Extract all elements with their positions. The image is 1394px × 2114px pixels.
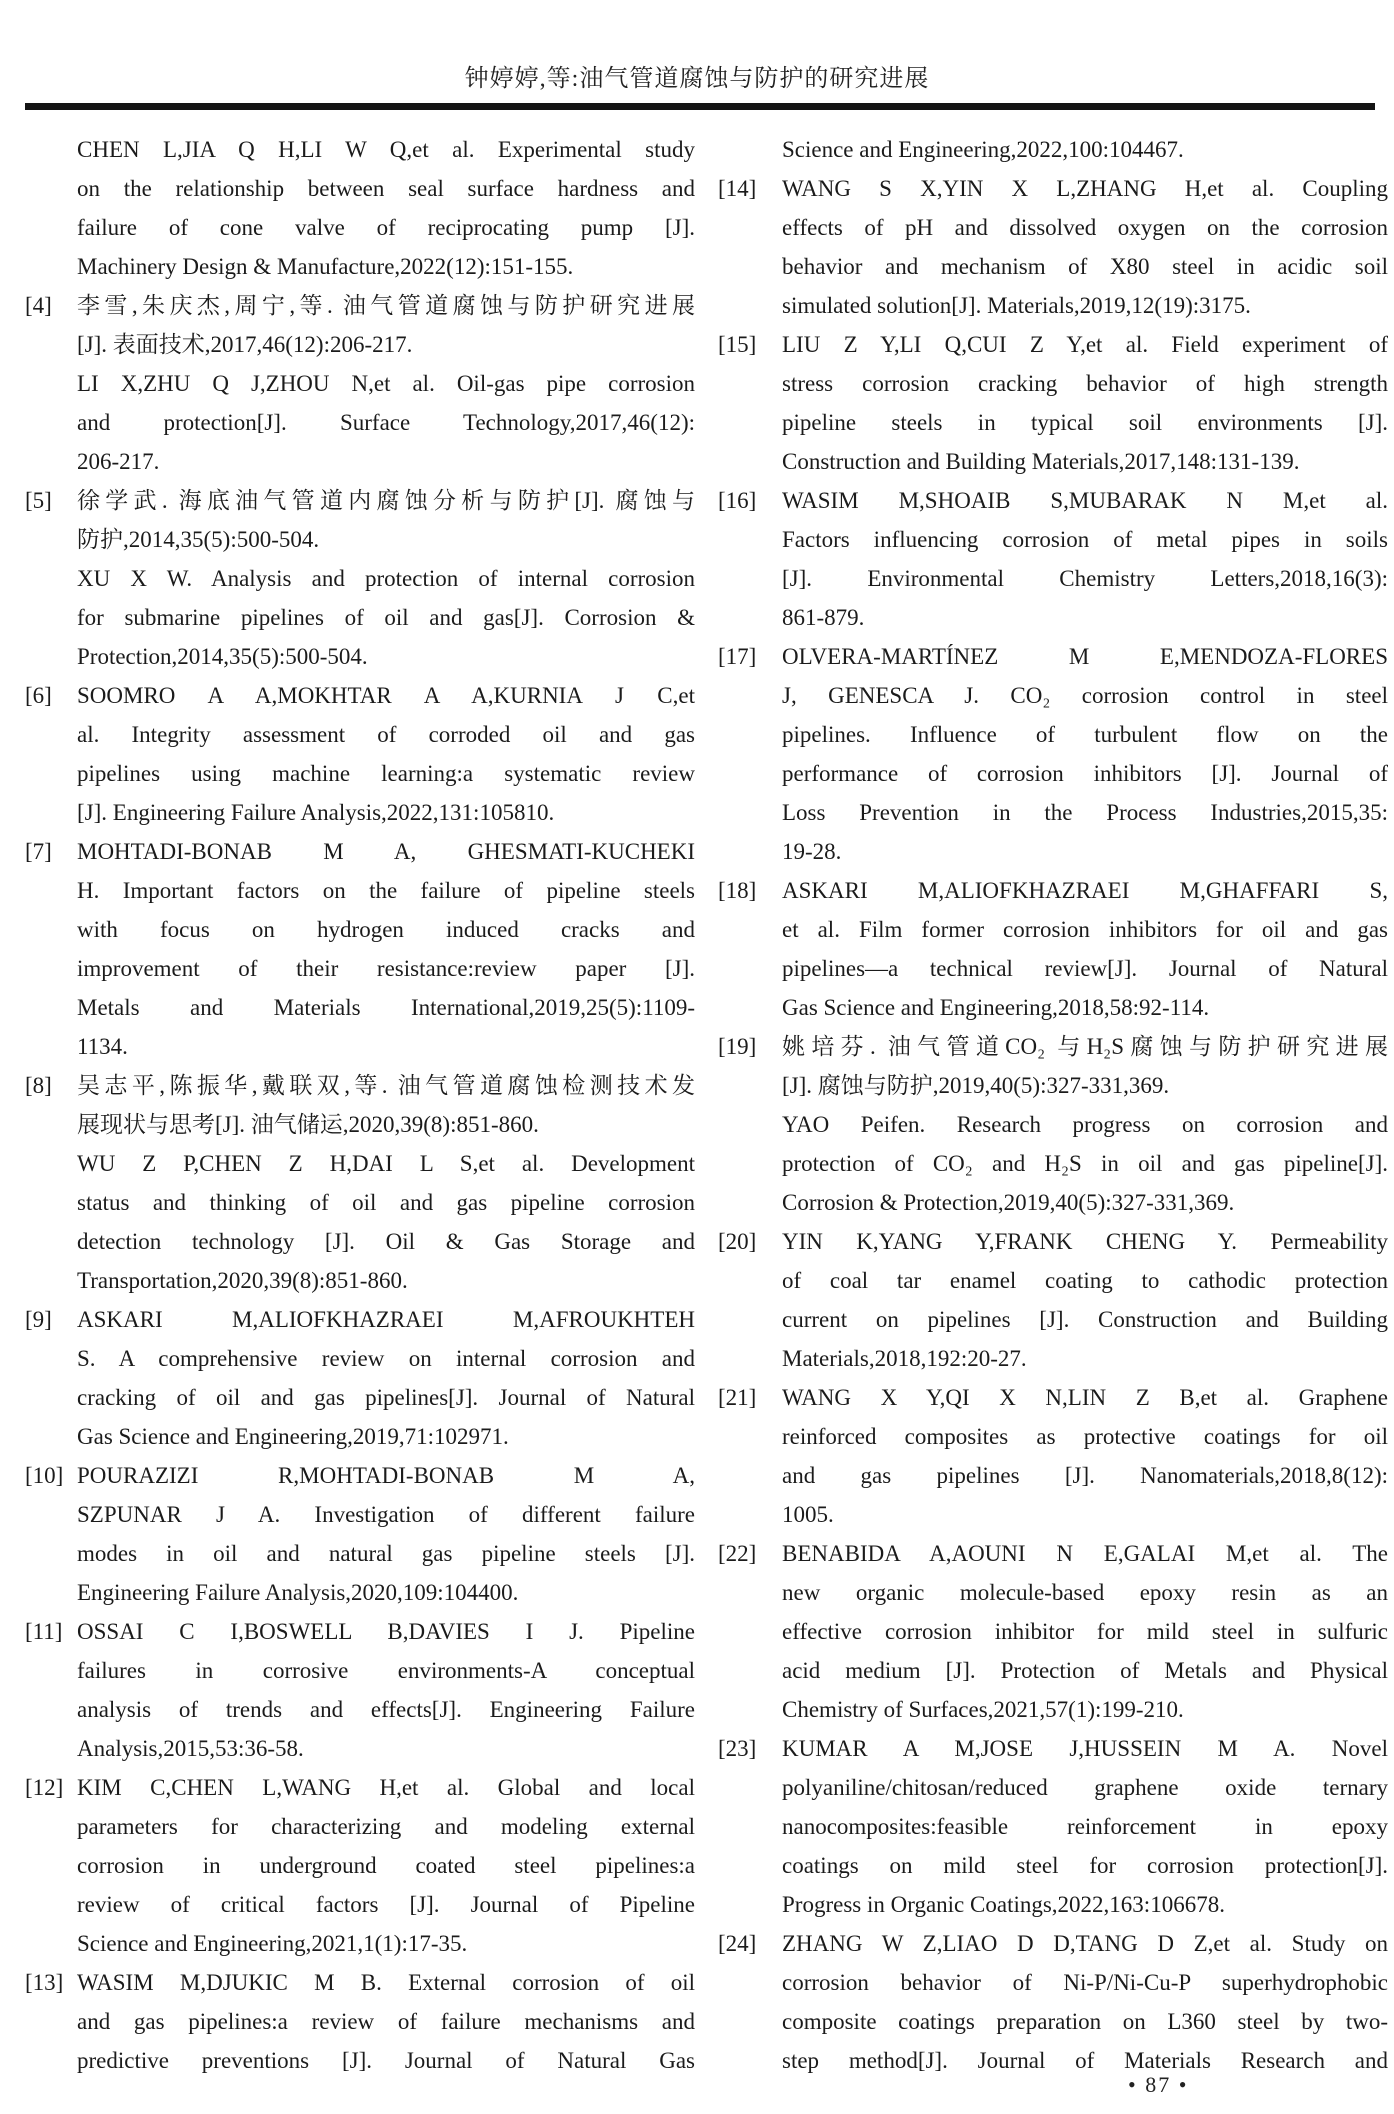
reference-line: POURAZIZI R,MOHTADI-BONAB M A, <box>77 1463 695 1488</box>
reference-line: SZPUNAR J A. Investigation of different failure <box>77 1502 695 1527</box>
reference-entry <box>25 832 695 1066</box>
reference-line: status and thinking of oil and gas pipeline corrosion <box>77 1190 695 1215</box>
reference-line: cracking of oil and gas pipelines[J]. Journal of Natural <box>77 1385 695 1410</box>
reference-entry <box>25 1612 695 1768</box>
reference-line: Engineering Failure Analysis,2020,109:104400. <box>77 1580 519 1605</box>
reference-line: Machinery Design & Manufacture,2022(12):151-155. <box>77 254 574 279</box>
reference-line: of coal tar enamel coating to cathodic protection <box>782 1268 1388 1293</box>
reference-line: improvement of their resistance:review paper [J]. <box>77 956 695 981</box>
reference-line: [J]. 腐蚀与防护,2019,40(5):327-331,369. <box>782 1073 1170 1098</box>
reference-line: Transportation,2020,39(8):851-860. <box>77 1268 408 1293</box>
reference-line: OLVERA-MARTÍNEZ M E,MENDOZA-FLORES <box>782 644 1388 669</box>
reference-line: corrosion in underground coated steel pipelines:a <box>77 1853 695 1878</box>
reference-entry <box>718 1378 1388 1534</box>
reference-line: Corrosion & Protection,2019,40(5):327-331,369. <box>782 1190 1235 1215</box>
reference-entry <box>718 1534 1388 1729</box>
reference-line: 姚培芬. 油气管道CO₂ 与H₂S腐蚀与防护研究进展 <box>782 1034 1388 1059</box>
reference-line: detection technology [J]. Oil & Gas Storage and <box>77 1229 695 1254</box>
reference-entry <box>718 1729 1388 1924</box>
reference-line: Analysis,2015,53:36-58. <box>77 1736 304 1761</box>
reference-line: modes in oil and natural gas pipeline steels [J]. <box>77 1541 695 1566</box>
reference-entry <box>718 637 1388 871</box>
reference-line: simulated solution[J]. Materials,2019,12(19):3175. <box>782 293 1251 318</box>
reference-line: WASIM M,SHOAIB S,MUBARAK N M,et al. <box>782 488 1388 513</box>
reference-number: [19] <box>718 1034 757 1059</box>
reference-line: WANG X Y,QI X N,LIN Z B,et al. Graphene <box>782 1385 1388 1410</box>
reference-line: SOOMRO A A,MOKHTAR A A,KURNIA J C,et <box>77 683 695 708</box>
reference-line: Metals and Materials International,2019,25(5):1109- <box>77 995 695 1020</box>
reference-number: [13] <box>25 1970 64 1995</box>
reference-entry <box>25 481 695 676</box>
reference-number: [17] <box>718 644 757 669</box>
reference-line: composite coatings preparation on L360 steel by two- <box>782 2009 1388 2034</box>
reference-line: predictive preventions [J]. Journal of Natural Gas <box>77 2048 695 2073</box>
reference-line: parameters for characterizing and modeling external <box>77 1814 695 1839</box>
reference-line: 李雪,朱庆杰,周宁,等. 油气管道腐蚀与防护研究进展 <box>77 293 695 318</box>
reference-line: ZHANG W Z,LIAO D D,TANG D Z,et al. Study on <box>782 1931 1388 1956</box>
reference-line: KIM C,CHEN L,WANG H,et al. Global and local <box>77 1775 695 1800</box>
reference-line: failure of cone valve of reciprocating pump [J]. <box>77 215 695 240</box>
reference-line: YIN K,YANG Y,FRANK CHENG Y. Permeability <box>782 1229 1388 1254</box>
reference-line: [J]. Engineering Failure Analysis,2022,131:105810. <box>77 800 555 825</box>
reference-line: Progress in Organic Coatings,2022,163:106678. <box>782 1892 1225 1917</box>
reference-line: Loss Prevention in the Process Industries,2015,35: <box>782 800 1388 825</box>
reference-line: review of critical factors [J]. Journal of Pipeline <box>77 1892 695 1917</box>
reference-line: Factors influencing corrosion of metal pipes in soils <box>782 527 1388 552</box>
reference-line: Gas Science and Engineering,2019,71:102971. <box>77 1424 509 1449</box>
reference-line: al. Integrity assessment of corroded oil and gas <box>77 722 695 747</box>
reference-number: [11] <box>25 1619 63 1644</box>
reference-line: et al. Film former corrosion inhibitors for oil and gas <box>782 917 1388 942</box>
references-left-column <box>25 130 695 2080</box>
reference-entry <box>25 1768 695 1963</box>
reference-line: ASKARI M,ALIOFKHAZRAEI M,AFROUKHTEH <box>77 1307 695 1332</box>
reference-line: 1134. <box>77 1034 128 1059</box>
reference-line: 861-879. <box>782 605 865 630</box>
reference-number: [22] <box>718 1541 757 1566</box>
header-rule <box>25 103 1375 110</box>
reference-number: [12] <box>25 1775 64 1800</box>
reference-line: CHEN L,JIA Q H,LI W Q,et al. Experimental study <box>77 137 695 162</box>
reference-entry <box>25 130 695 286</box>
reference-line: behavior and mechanism of X80 steel in acidic soil <box>782 254 1388 279</box>
reference-number: [24] <box>718 1931 757 1956</box>
reference-line: LI X,ZHU Q J,ZHOU N,et al. Oil-gas pipe corrosion <box>77 371 695 396</box>
reference-line: Science and Engineering,2021,1(1):17-35. <box>77 1931 468 1956</box>
reference-number: [4] <box>25 293 52 318</box>
reference-line: and gas pipelines:a review of failure mechanisms and <box>77 2009 695 2034</box>
reference-line: analysis of trends and effects[J]. Engineering Failure <box>77 1697 695 1722</box>
reference-line: 206-217. <box>77 449 160 474</box>
reference-line: OSSAI C I,BOSWELL B,DAVIES I J. Pipeline <box>77 1619 695 1644</box>
reference-line: and protection[J]. Surface Technology,2017,46(12): <box>77 410 695 435</box>
reference-line: [J]. 表面技术,2017,46(12):206-217. <box>77 332 413 357</box>
reference-number: [8] <box>25 1073 52 1098</box>
reference-number: [6] <box>25 683 52 708</box>
reference-line: pipeline steels in typical soil environments [J]. <box>782 410 1388 435</box>
reference-line: acid medium [J]. Protection of Metals and Physical <box>782 1658 1388 1683</box>
reference-entry <box>718 481 1388 637</box>
reference-line: performance of corrosion inhibitors [J]. Journal of <box>782 761 1388 786</box>
reference-entry <box>25 1456 695 1612</box>
reference-line: on the relationship between seal surface hardness and <box>77 176 695 201</box>
reference-line: effects of pH and dissolved oxygen on the corrosion <box>782 215 1388 240</box>
reference-line: YAO Peifen. Research progress on corrosion and <box>782 1112 1388 1137</box>
reference-line: with focus on hydrogen induced cracks and <box>77 917 695 942</box>
reference-line: Construction and Building Materials,2017,148:131-139. <box>782 449 1300 474</box>
reference-line: LIU Z Y,LI Q,CUI Z Y,et al. Field experiment of <box>782 332 1388 357</box>
reference-line: 防护,2014,35(5):500-504. <box>77 527 320 552</box>
reference-number: [15] <box>718 332 757 357</box>
reference-line: pipelines using machine learning:a systematic review <box>77 761 695 786</box>
reference-number: [7] <box>25 839 52 864</box>
reference-line: 徐学武. 海底油气管道内腐蚀分析与防护[J]. 腐蚀与 <box>77 488 695 513</box>
reference-number: [23] <box>718 1736 757 1761</box>
reference-line: J, GENESCA J. CO₂ corrosion control in steel <box>782 683 1388 708</box>
reference-line: WU Z P,CHEN Z H,DAI L S,et al. Development <box>77 1151 695 1176</box>
reference-line: stress corrosion cracking behavior of high strength <box>782 371 1388 396</box>
reference-line: 展现状与思考[J]. 油气储运,2020,39(8):851-860. <box>77 1112 539 1137</box>
reference-entry <box>718 1027 1388 1222</box>
reference-line: pipelines—a technical review[J]. Journal of Natural <box>782 956 1388 981</box>
reference-line: ASKARI M,ALIOFKHAZRAEI M,GHAFFARI S, <box>782 878 1388 903</box>
reference-number: [21] <box>718 1385 757 1410</box>
reference-line: S. A comprehensive review on internal corrosion and <box>77 1346 695 1371</box>
reference-line: WANG S X,YIN X L,ZHANG H,et al. Coupling <box>782 176 1388 201</box>
reference-line: KUMAR A M,JOSE J,HUSSEIN M A. Novel <box>782 1736 1388 1761</box>
reference-entry <box>25 1300 695 1456</box>
reference-entry <box>718 1222 1388 1378</box>
reference-entry <box>718 130 1388 169</box>
reference-line: Protection,2014,35(5):500-504. <box>77 644 368 669</box>
reference-line: current on pipelines [J]. Construction and Building <box>782 1307 1388 1332</box>
reference-line: [J]. Environmental Chemistry Letters,2018,16(3): <box>782 566 1388 591</box>
reference-line: new organic molecule-based epoxy resin as an <box>782 1580 1388 1605</box>
reference-entry <box>718 169 1388 325</box>
reference-entry <box>25 1066 695 1300</box>
reference-entry <box>25 286 695 481</box>
reference-line: 吴志平,陈振华,戴联双,等. 油气管道腐蚀检测技术发 <box>77 1073 695 1098</box>
running-header: 钟婷婷,等:油气管道腐蚀与防护的研究进展 <box>464 66 930 92</box>
reference-entry <box>25 1963 695 2080</box>
reference-line: H. Important factors on the failure of pipeline steels <box>77 878 695 903</box>
reference-line: WASIM M,DJUKIC M B. External corrosion of oil <box>77 1970 695 1995</box>
reference-line: pipelines. Influence of turbulent flow on the <box>782 722 1388 747</box>
reference-line: and gas pipelines [J]. Nanomaterials,2018,8(12): <box>782 1463 1388 1488</box>
reference-line: corrosion behavior of Ni-P/Ni-Cu-P superhydrophobic <box>782 1970 1388 1995</box>
reference-line: Science and Engineering,2022,100:104467. <box>782 137 1184 162</box>
reference-number: [10] <box>25 1463 64 1488</box>
reference-line: MOHTADI-BONAB M A, GHESMATI-KUCHEKI <box>77 839 695 864</box>
reference-line: effective corrosion inhibitor for mild steel in sulfuric <box>782 1619 1388 1644</box>
reference-line: for submarine pipelines of oil and gas[J]. Corrosion & <box>77 605 695 630</box>
reference-line: polyaniline/chitosan/reduced graphene oxide ternary <box>782 1775 1388 1800</box>
reference-line: Chemistry of Surfaces,2021,57(1):199-210. <box>782 1697 1184 1722</box>
reference-number: [5] <box>25 488 52 513</box>
reference-entry <box>718 1924 1388 2080</box>
reference-line: Materials,2018,192:20-27. <box>782 1346 1027 1371</box>
reference-entry <box>25 676 695 832</box>
reference-line: failures in corrosive environments-A conceptual <box>77 1658 695 1683</box>
reference-number: [16] <box>718 488 757 513</box>
reference-line: reinforced composites as protective coatings for oil <box>782 1424 1388 1449</box>
reference-line: step method[J]. Journal of Materials Research and <box>782 2048 1388 2073</box>
reference-line: BENABIDA A,AOUNI N E,GALAI M,et al. The <box>782 1541 1388 1566</box>
reference-line: 1005. <box>782 1502 834 1527</box>
references-right-column <box>718 130 1388 2080</box>
reference-number: [20] <box>718 1229 757 1254</box>
reference-line: protection of CO₂ and H₂S in oil and gas pipeline[J]. <box>782 1151 1388 1176</box>
page-number: • 87 • <box>1128 2072 1189 2097</box>
reference-line: nanocomposites:feasible reinforcement in epoxy <box>782 1814 1388 1839</box>
reference-entry <box>718 325 1388 481</box>
reference-line: coatings on mild steel for corrosion protection[J]. <box>782 1853 1388 1878</box>
reference-line: XU X W. Analysis and protection of internal corrosion <box>77 566 695 591</box>
reference-number: [9] <box>25 1307 52 1332</box>
reference-entry <box>718 871 1388 1027</box>
reference-line: Gas Science and Engineering,2018,58:92-114. <box>782 995 1210 1020</box>
reference-line: 19-28. <box>782 839 842 864</box>
reference-number: [14] <box>718 176 757 201</box>
reference-number: [18] <box>718 878 757 903</box>
